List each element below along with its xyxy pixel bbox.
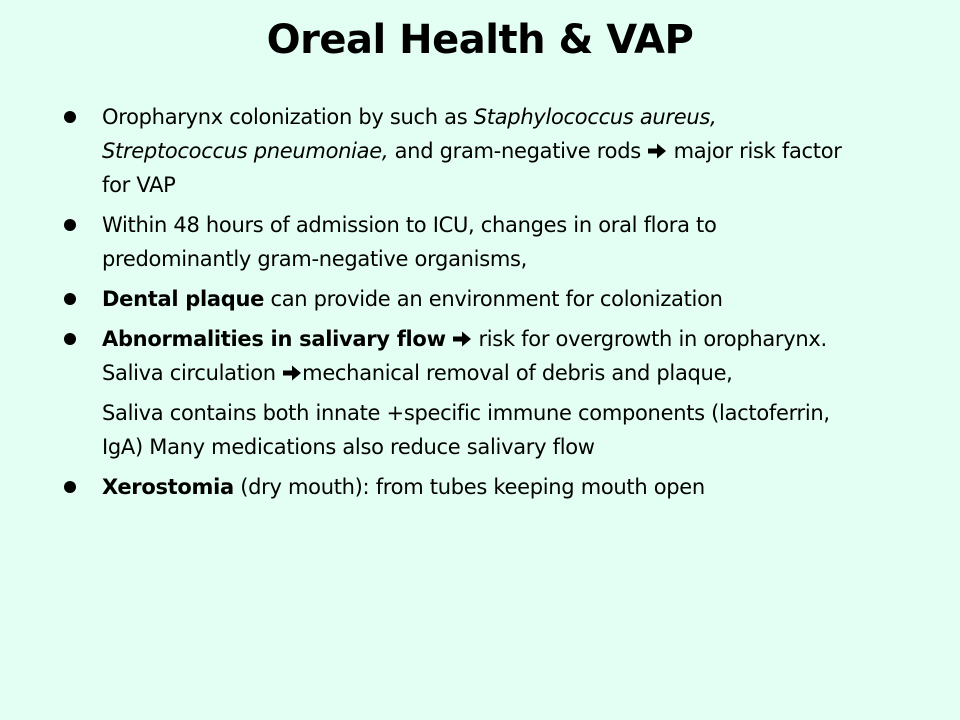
bullet-dot-icon [64, 219, 76, 231]
bullet-text: risk for overgrowth in oropharynx. Saliva circulation [102, 327, 827, 385]
bullet-item-xerostomia [64, 470, 864, 504]
bullet-text: major risk factor for VAP [102, 139, 842, 197]
bullet-italic-text: Staphylococcus aureus, Streptococcus pneumoniae, [102, 105, 717, 163]
bullet-text: mechanical removal of debris and plaque, [302, 361, 733, 385]
bullet-item-salivary-flow [64, 322, 864, 390]
bullet-bold-text: Abnormalities in salivary flow [102, 327, 446, 351]
slide-title: Oreal Health & VAP [266, 17, 694, 63]
bullet-dot-icon [64, 111, 76, 123]
bullet-list [64, 100, 864, 506]
bullet-item-icu-flora [64, 208, 864, 276]
bullet-text: and gram-negative rods [388, 139, 648, 163]
bullet-item-colonization [64, 100, 864, 202]
bullet-text: Oropharynx colonization by such as [102, 105, 474, 129]
bullet-dot-icon [64, 481, 76, 493]
bullet-bold-text: Xerostomia [102, 475, 234, 499]
right-arrow-icon [452, 329, 472, 349]
bullet-item-saliva-immune [64, 396, 864, 464]
bullet-dot-icon [64, 333, 76, 345]
bullet-dot-icon [64, 293, 76, 305]
bullet-text: Within 48 hours of admission to ICU, changes in oral flora to predominantly gram-negative organisms, [102, 213, 717, 271]
bullet-bold-text: Dental plaque [102, 287, 265, 311]
bullet-text: can provide an environment for colonization [264, 287, 723, 311]
right-arrow-icon [282, 363, 302, 383]
bullet-item-dental-plaque [64, 282, 864, 316]
bullet-text: Saliva contains both innate +specific immune components (lactoferrin, IgA) Many medications also reduce salivary flow [102, 401, 830, 459]
right-arrow-icon [647, 141, 667, 161]
bullet-text: (dry mouth): from tubes keeping mouth open [233, 475, 705, 499]
